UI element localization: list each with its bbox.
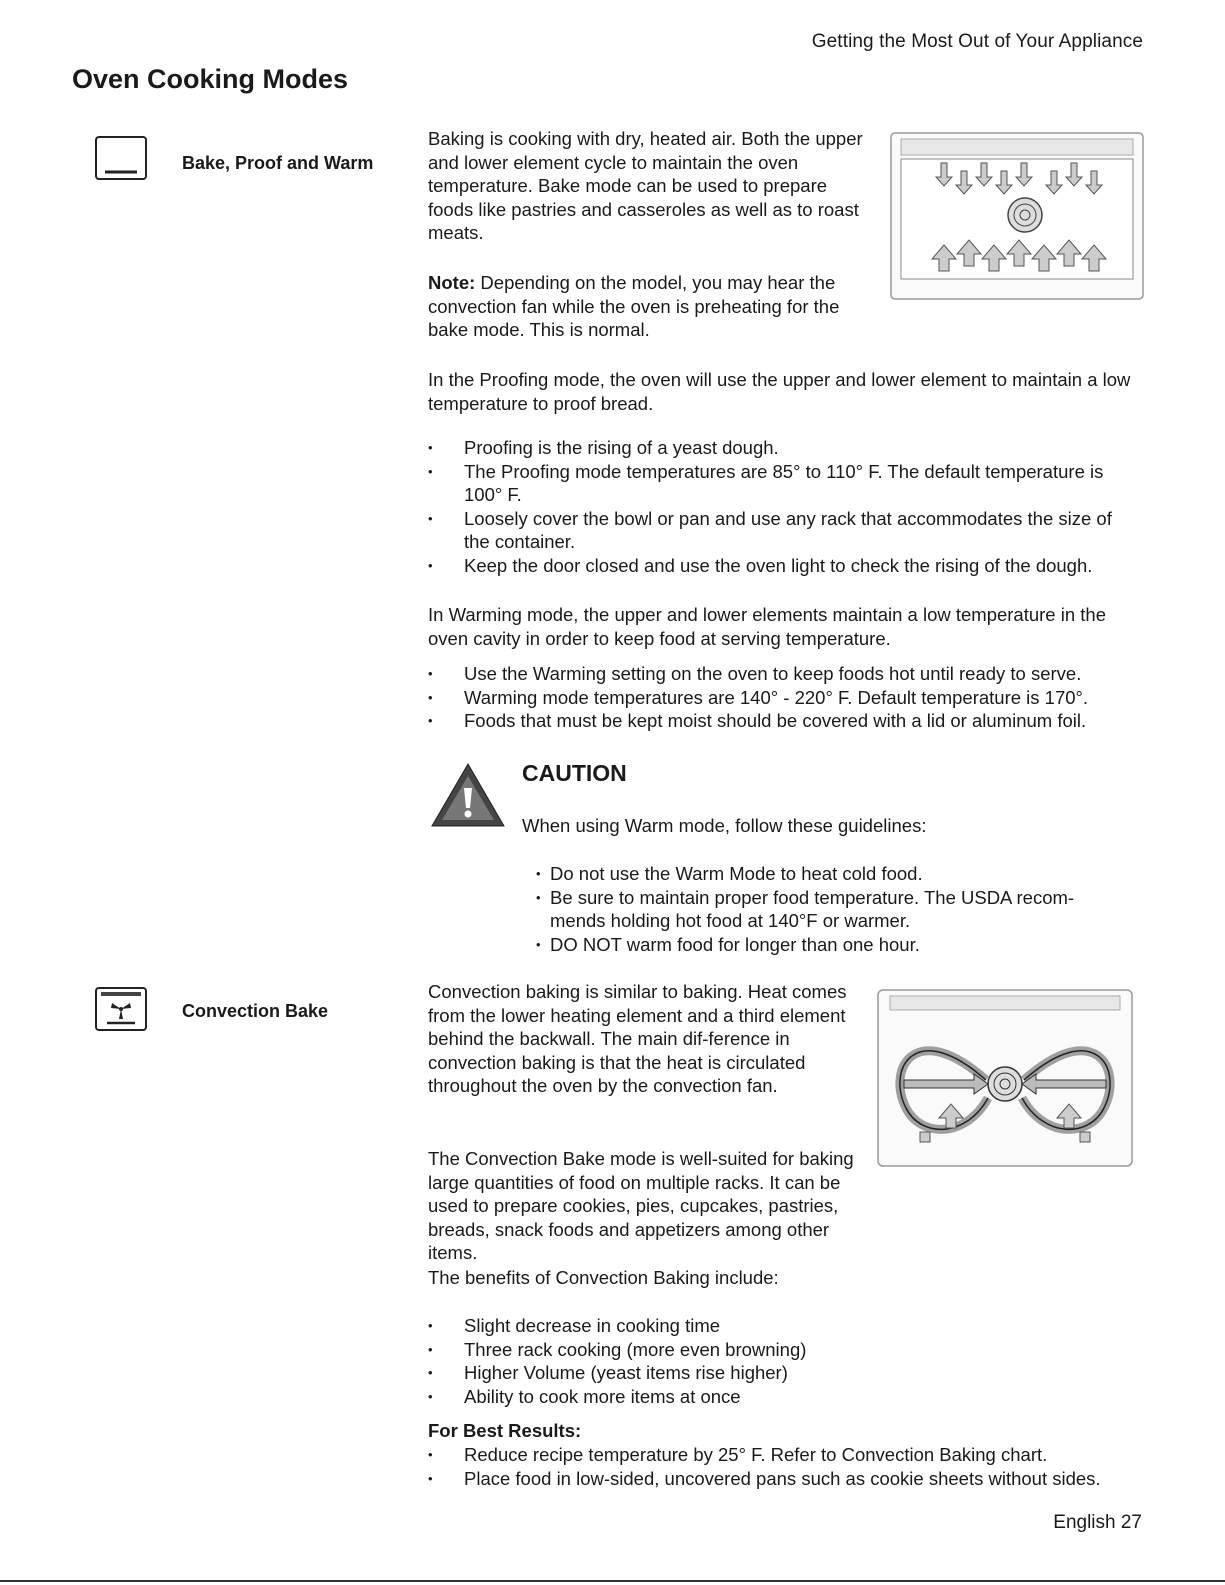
- list-item: • Reduce recipe temperature by 25° F. Refer to Convection Baking chart.: [428, 1443, 1158, 1467]
- list-item: • Do not use the Warm Mode to heat cold food.: [536, 862, 1126, 886]
- convection-suited-text: The Convection Bake mode is well-suited for baking large quantities of food on multiple racks. It can be used to prepare cookies, pies, cupcakes, pastries, breads, snack foods and appetizers among other items.: [428, 1148, 854, 1263]
- bake-oven-diagram: [889, 131, 1145, 301]
- warm-intro: In Warming mode, the upper and lower elements maintain a low temperature in the oven cavity in order to keep food at serving temperature.: [428, 604, 1106, 649]
- best-results-title: For Best Results:: [428, 1420, 582, 1441]
- best-results-list: [428, 1443, 1158, 1490]
- bottom-rule: [0, 1580, 1225, 1582]
- mode-name-convection: Convection Bake: [182, 1001, 329, 1021]
- benefits-intro: The benefits of Convection Baking include:: [428, 1267, 779, 1288]
- list-item: • Proofing is the rising of a yeast dough.: [428, 436, 1140, 460]
- list-item: • Place food in low-sided, uncovered pans such as cookie sheets without sides.: [428, 1467, 1158, 1491]
- list-item: • Higher Volume (yeast items rise higher): [428, 1361, 1140, 1385]
- warm-list: [428, 662, 1140, 733]
- note-text: Depending on the model, you may hear the convection fan while the oven is preheating for the bake mode. This is normal.: [428, 272, 840, 340]
- running-header: Getting the Most Out of Your Appliance: [811, 31, 1143, 52]
- page-footer: English 27: [1053, 1512, 1142, 1533]
- mode-name-bake: Bake, Proof and Warm: [182, 153, 374, 173]
- list-item: • Use the Warming setting on the oven to keep foods hot until ready to serve.: [428, 662, 1140, 686]
- convection-suited: [428, 1147, 858, 1265]
- list-item: • Warming mode temperatures are 140° - 220° F. Default temperature is 170°.: [428, 686, 1140, 710]
- note-label: Note:: [428, 272, 476, 293]
- bake-intro: Baking is cooking with dry, heated air. Both the upper and lower element cycle to maintain the oven temperature. Bake mode can be used to prepare foods like pastries and casseroles as well as to roast meats.: [428, 128, 863, 243]
- convection-bake-icon: [95, 987, 147, 1031]
- list-item: • DO NOT warm food for longer than one hour.: [536, 933, 1126, 957]
- list-item: • Be sure to maintain proper food temperature. The USDA recom-mends holding hot food at 140°F or warmer.: [536, 886, 1126, 933]
- proof-intro: In the Proofing mode, the oven will use the upper and lower element to maintain a low temperature to proof bread.: [428, 369, 1131, 414]
- list-item: • Ability to cook more items at once: [428, 1385, 1140, 1409]
- convection-intro: Convection baking is similar to baking. Heat comes from the lower heating element and a third element behind the backwall. The main dif-ference in convection baking is that the heat is circulated throughout the oven by the convection fan.: [428, 981, 847, 1096]
- list-item: • Keep the door closed and use the oven light to check the rising of the dough.: [428, 554, 1140, 578]
- list-item: • Foods that must be kept moist should be covered with a lid or aluminum foil.: [428, 709, 1140, 733]
- list-item: • The Proofing mode temperatures are 85° to 110° F. The default temperature is 100° F.: [428, 460, 1140, 507]
- proof-list: [428, 436, 1140, 577]
- bake-mode-icon: [95, 136, 147, 180]
- benefits-list: [428, 1314, 1140, 1408]
- list-item: • Three rack cooking (more even browning): [428, 1338, 1140, 1362]
- page-title: Oven Cooking Modes: [72, 64, 349, 94]
- convection-oven-diagram: [876, 988, 1134, 1168]
- list-item: • Loosely cover the bowl or pan and use any rack that accommodates the size of the container.: [428, 507, 1140, 554]
- caution-list: [536, 862, 1126, 956]
- bake-note: [428, 271, 876, 342]
- caution-title: CAUTION: [522, 760, 627, 786]
- warning-triangle-icon: [430, 762, 506, 830]
- caution-lead: When using Warm mode, follow these guidelines:: [522, 815, 927, 836]
- list-item: • Slight decrease in cooking time: [428, 1314, 1140, 1338]
